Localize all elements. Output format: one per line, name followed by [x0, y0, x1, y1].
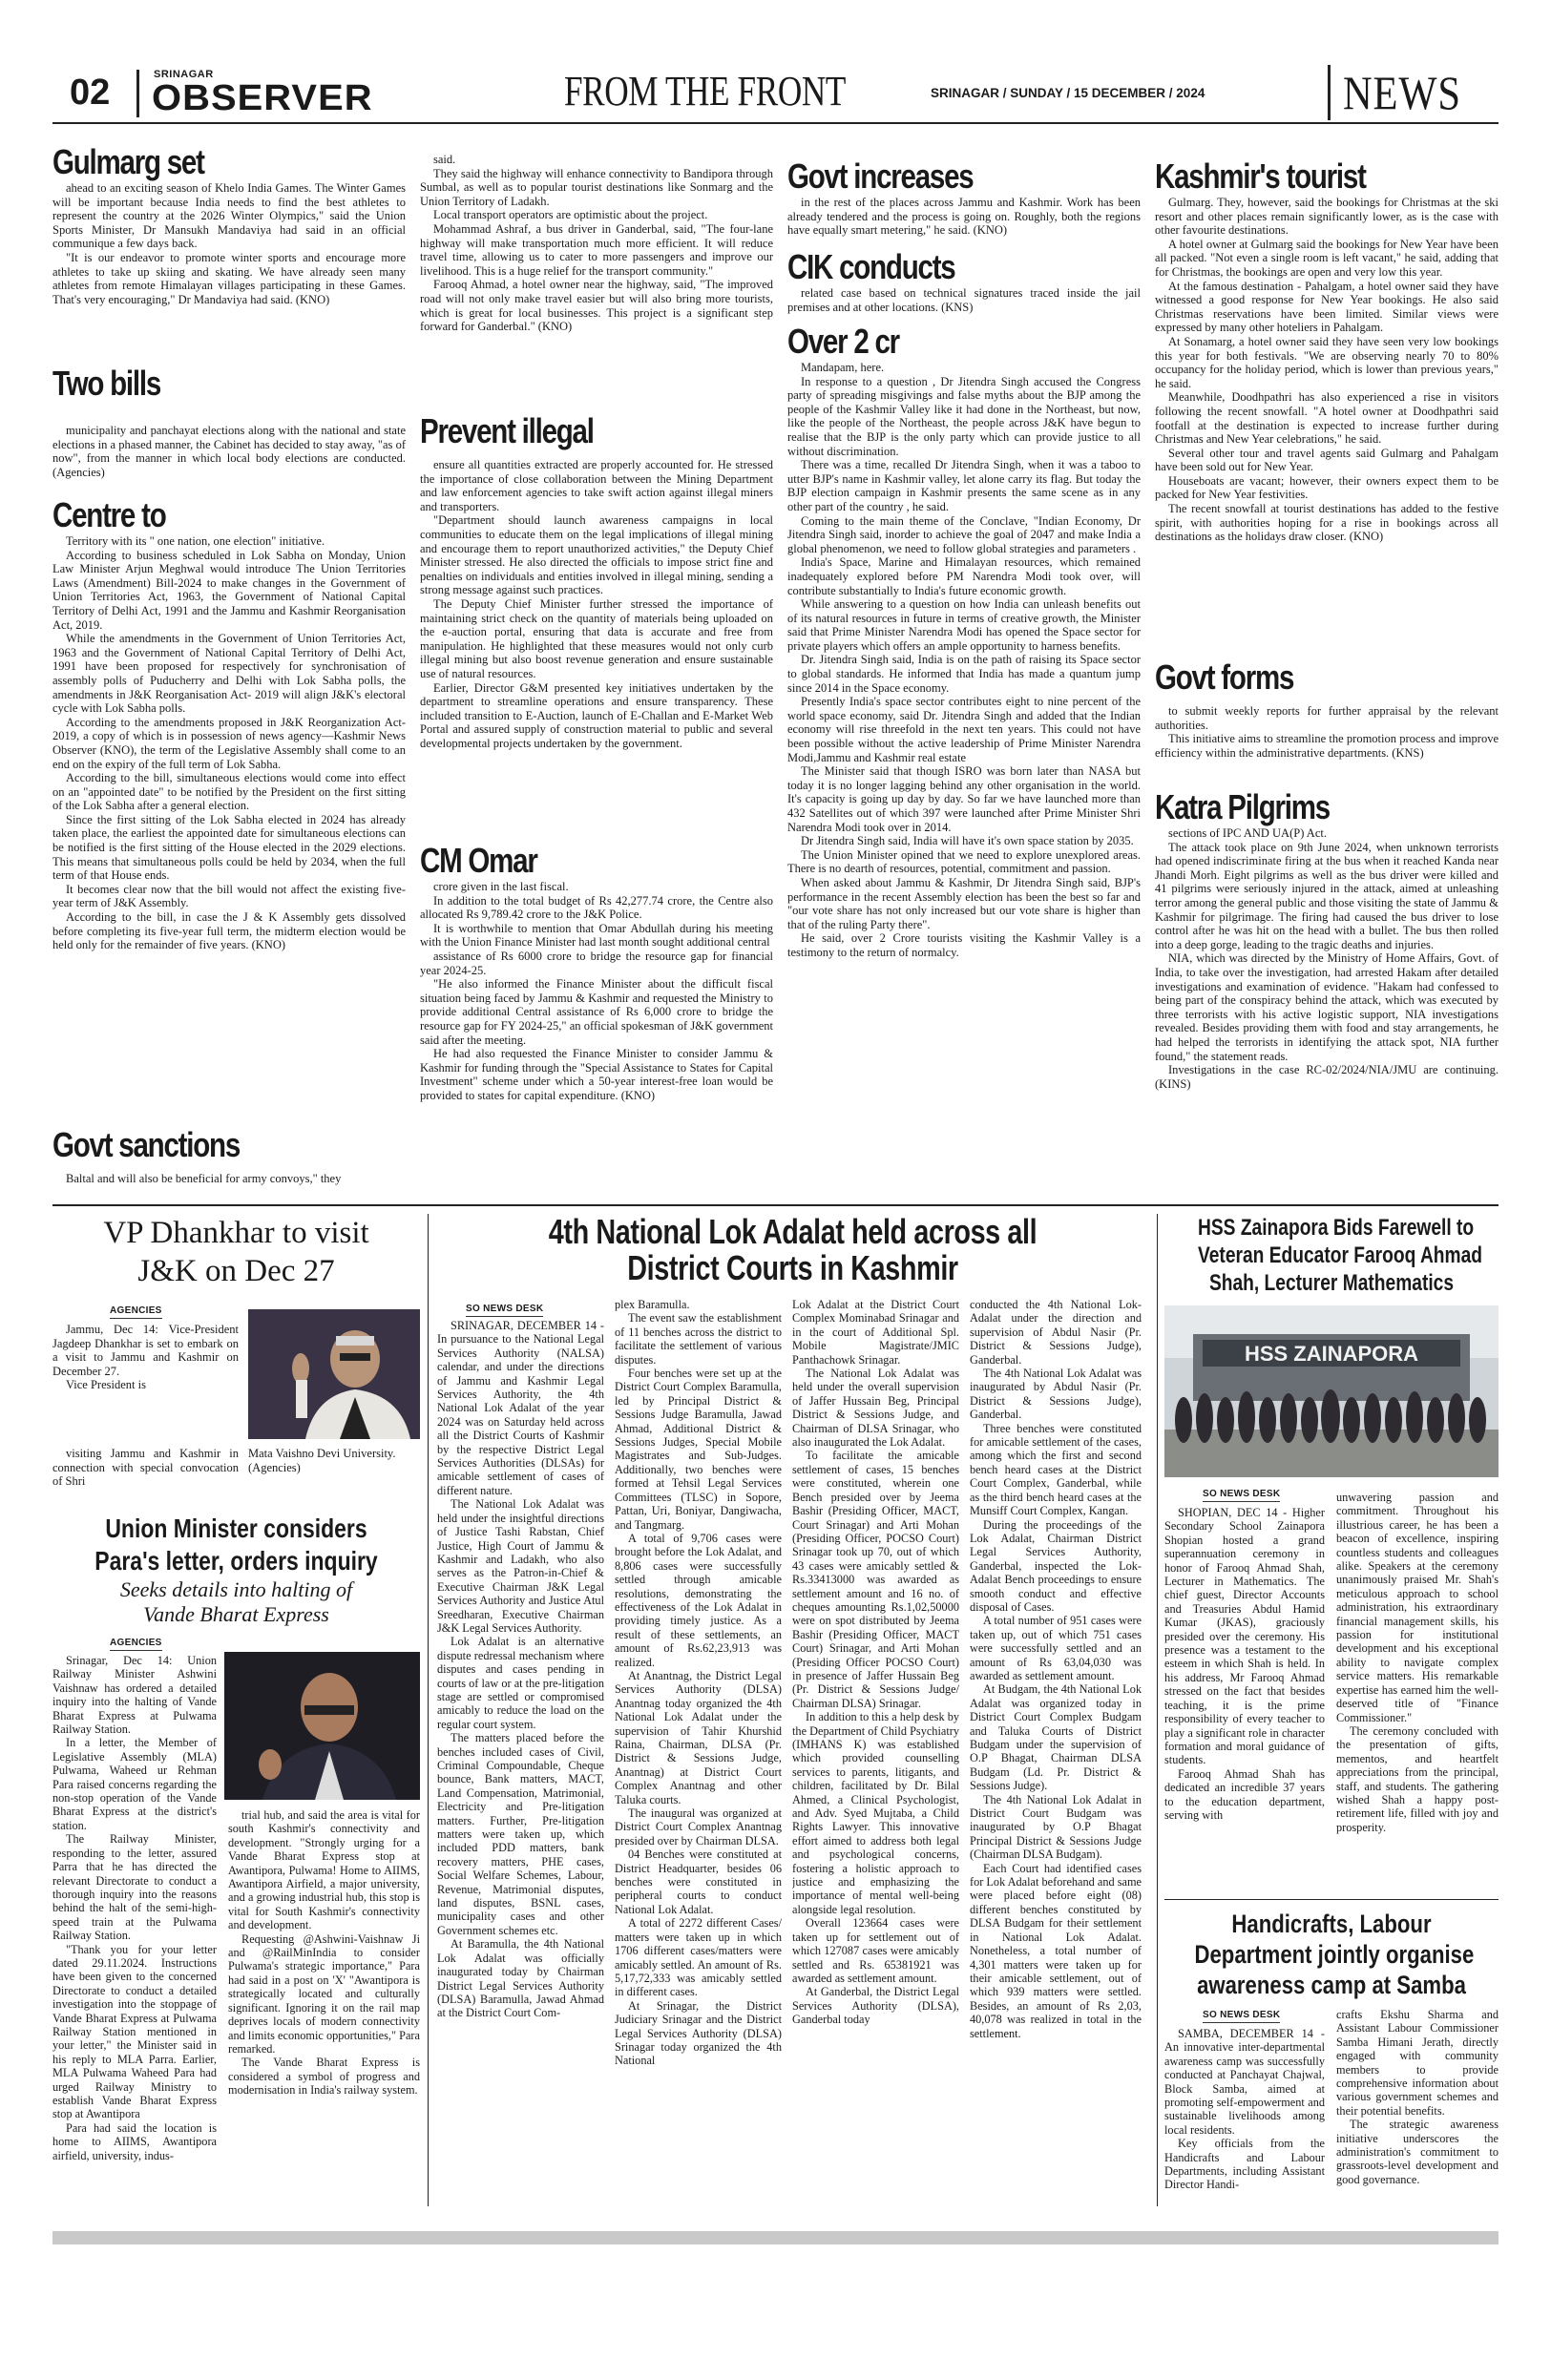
cik-story: CIK conducts related case based on technical signatures traced inside the jail premises and at other locations. (KNS) — [787, 247, 1141, 314]
vp-headline-1: VP Dhankhar to visit — [103, 1216, 369, 1250]
dateline: SRINAGAR / SUNDAY / 15 DECEMBER / 2024 — [931, 86, 1205, 100]
cmomar-story — [420, 842, 773, 1166]
govtsanctions-story — [52, 1126, 406, 1186]
portrait-image — [248, 1309, 420, 1439]
news-tag: NEWS — [1343, 66, 1461, 119]
prevent-body: ensure all quantities extracted are properly accounted for. He stressed the importance of close collaboration between the Mining Department and law enforcement agencies to take swift action against illegal miners and transporters. "Department should launch awareness campaigns in local communities to educate them on the legal implications of illegal mining and encourage them to report unauthorized activities," the Deputy Chief Minister stressed. He also directed the officials to impose strict fine and penalties on individuals and entities involved in illegal mining, sending a strong message against such practices. The Deputy Chief Minister further stressed the importance of maintaining strict check on the quantity of materials being uploaded on the e-auction portal, ensuring that data is accurate and free from manipulation. He highlighted that these measures would not only curb illegal mining but also boost revenue generation and ensure sustainable use of natural resources. Earlier, Director G&M presented key initiatives undertaken by the department to streamline operations and ensure transparency. These included transition to E-Auction, launch of E-Challan and E-Market Web Portal and assured supply of construction material to public and several developmental projects undertaken by the government. — [420, 458, 773, 750]
gulmarg-headline: Gulmarg set — [52, 142, 204, 181]
union-subhead-1: Seeks details into halting of — [119, 1577, 353, 1601]
union-headline-2: Para's letter, orders inquiry — [94, 1546, 378, 1576]
masthead — [52, 65, 1499, 124]
vp-body-bottom: visiting Jammu and Kashmir in connection with special convocation of Shri — [52, 1447, 239, 1489]
centre-story — [52, 496, 406, 1107]
lokadalat-headline-2: District Courts in Kashmir — [627, 1248, 958, 1287]
hss-headline-3: Shah, Lecturer Mathematics — [1208, 1270, 1455, 1296]
lokadalat-col-a: SRINAGAR, DECEMBER 14 - In pursuance to the National Legal Services Authority (NALSA) calendar, and under the directions of Jammu and Kashmir Legal Services Authority, the 4th National Lok Adalat of the year 2024 was on Saturday held across all the District Courts of Kashmir by the respective District Legal Services Authorities (DLSAs) for amicable settlement of cases of different nature. The National Lok Adalat was held under the insightful directions of Justice Tashi Rabstan, Chief Justice, High Court of Jammu & Kashmir and Ladakh, who also serves as the Patron-in-Chief & Executive Chairman J&K Legal Services Authority and Justice Atul Sreedharan, Executive Chairman J&K Legal Services Authority. Lok Adalat is an alternative dispute redressal mechanism where disputes and cases pending in courts of law or at the pre-litigation stage are settled or compromised amicably to reduce the load on the regular court system. The matters placed before the benches included cases of Civil, Criminal Compoundable, Cheque bounce, Bank matters, MACT, Land Compensation, Matrimonial, Electricity and Pre-litigation matters. Further, Pre-litigation matters were taken up, which included PDD matters, bank recovery matters, PHE cases, Social Welfare Schemes, Labour, Revenue, Matrimonial disputes, land disputes, BSNL cases, municipality cases and other Government schemes etc. At Baramulla, the 4th National Lok Adalat was officially inaugurated today by Chairman District Legal Services Authority (DLSA) Baramulla, Jawad Ahmad at the District Court Com- — [437, 1319, 604, 2020]
handicrafts-headline-1: Handicrafts, Labour — [1231, 1910, 1432, 1938]
lokadalat-headline-1: 4th National Lok Adalat held across all — [548, 1212, 1037, 1251]
lokadalat-col-d: conducted the 4th National Lok-Adalat under the direction and supervision of Abdul Nasir (Pr. District & Sessions Judge), Ganderbal. The 4th National Lok Adalat was inaugurated by Abdul Nasir (Pr. District & Sessions Judge), Ganderbal. Three benches were constituted for amicable settlement of the cases, among which the first and second bench heard cases at the District Court Complex, Ganderbal, while as the third bench heard cases at the Munsiff Court Complex, Kangan. During the proceedings of the Lok Adalat, Chairman District Legal Services Authority, Ganderbal, inspected the Lok-Adalat Bench proceedings to ensure smooth conduct and effective disposal of Cases. A total number of 951 cases were taken up, out of which 751 cases were successfully settled and an amount of Rs 63,04,030 was awarded as settlement amount. At Budgam, the 4th National Lok Adalat was organized today in District Court Complex Budgam and Taluka Courts of District Budgam under the supervision of O.P Bhagat, Chairman DLSA Budgam (Ld. Pr. District & Sessions Judge). The 4th National Lok Adalat in District Court Budgam was inaugurated by O.P Bhagat Principal District & Sessions Judge (Chairman DLSA Budgam). Each Court had identified cases for Lok Adalat beforehand and same were placed before eight (08) different benches constituted by DLSA Budgam for their settlement in National Lok Adalat. Nonetheless, a total number of 4,301 matters were taken up for their amicable settlement, out of which 939 matters were settled. Besides, an amount of Rs 2,03, 40,078 was realized in total in the settlement. — [970, 1298, 1142, 2040]
footer-bar — [52, 2231, 1499, 2244]
lokadalat-col-b: plex Baramulla. The event saw the establishment of 11 benches across the district to facilitate the settlement of various disputes. Four benches were set up at the District Court Complex Baramulla, led by Principal District & Sessions Judge Baramulla, Jawad Ahmad, Additional District & Sessions Judges, Special Mobile Magistrates and Sub-Judges. Additionally, two benches were formed at Tehsil Legal Services Committees (TLSC) in Sopore, Pattan, Uri, Boniyar, Dangiwacha, and Tangmarg. A total of 9,706 cases were brought before the Lok Adalat, and 8,806 cases were successfully settled through amicable resolutions, demonstrating the effectiveness of the Lok Adalat in providing timely justice. As a result of these settlements, an amount of Rs.62,23,913 was realized. At Anantnag, the District Legal Services Authority (DLSA) Anantnag today organized the 4th National Lok Adalat under the supervision of Tahir Khurshid Raina, Chairman, DLSA (Pr. District & Sessions Judge, Anantnag) at District Court Complex Anantnag and other Taluka courts. The inaugural was organized at District Court Complex Anantnag presided over by Chairman DLSA. 04 Benches were constituted at District Headquarter, besides 06 benches were constituted in peripheral courts to conduct National Lok Adalat. A total of 2272 different Cases/ matters were taken up in which 1706 different cases/matters were amicably settled. An amount of Rs. 5,17,72,333 was amicably settled in different cases. At Srinagar, the District Judiciary Srinagar and the District Legal Services Authority (DLSA) Srinagar today organized the 4th National — [615, 1298, 782, 2068]
group-photo-image — [1164, 1305, 1499, 1477]
katra-story: Katra Pilgrims sections of IPC AND UA(P) Act. The attack took place on 9th June 2024, when unknown terrorists had opened indiscriminate firing at the bus when it reached Kanda near Jhandi Morh. Eight pilgrims as well as the bus driver were killed and 41 pilgrims were seriously injured in the attack, aimed at unleashing terror among the general public and those visiting the state of Jammu & Kashmir for pilgrimage. The firing had caused the bus driver to lose control after he was hit on the head with a bullet. The bus then rolled into a deep gorge, leading to the tragic deaths and injuries. NIA, which was directed by the Ministry of Home Affairs, Govt. of India, to take over the investigation, had arrested Hakam after detailed investigations and examination of evidence. "Hakam had confessed to being part of the conspiracy behind the attack, which was executed by three terrorists with his active logistic support, NIA investigations revealed. Besides providing them with food and stay arrangements, he had helped the terrorists in identifying the attack spot, NIA further found," the statement reads. Investigations in the case RC-02/2024/NIA/JMU are continuing. (KINS) — [1155, 787, 1499, 1091]
over2cr-story: Over 2 cr Mandapam, here. In response to a question , Dr Jitendra Singh accused the Congress party of spreading misgivings and false myths about the BJP among the people of the Kashmir Valley like it had done in the Northeast, but now, like the people of the Northeast, the people across J&K have begun to realise that the BJP is the only party which can provide justice to all without discrimination. There was a time, recalled Dr Jitendra Singh, when it was a taboo to utter BJP's name in Kashmir valley, let alone carry its flag. But today the BJP election campaign in Kashmir presents the same scene as in any other part of the country , he said. Coming to the main theme of the Conclave, "Indian Economy, Dr Jitendra Singh said, inorder to achieve the goal of 2047 and make India a global phenomenon, we need to follow global strategies and parameters . India's Space, Marine and Himalayan resources, which remained inadequately explored before PM Narendra Modi took over, will contribute substantially to India's future economic growth. While answering to a question on how India can unleash benefits out of its natural resources in future in terms of creative growth, the Minister said that Prime Minister Narendra Modi has opened the Space sector for private players which offers an ample opportunity to harness benefits. Dr. Jitendra Singh said, India is on the path of raising its Space sector to global standards. He informed that India has made a quantum jump since 2014 in the Space economy. Presently India's space sector contributes eight to nine percent of the world space economy, said Dr. Jitendra Singh and added that the Indian economy will rise threefold in the next ten years. This could not have been possible without the active leadership of Prime Minister Narendra Modi,Jammu and Kashmir real estate The Minister said that though ISRO was born later than NASA but today it is no longer lagging behind any other organisation in the world. It's capacity is going up day by day. So far we have launched more than 432 Satellites out of which 397 were launched after Prime Minister Shri Narendra Modi took over in 2014. Dr Jitendra Singh said, India will have it's own space station by 2035. The Union Minister opined that we need to explore unexplored areas. There is no dearth of resources, potential, commitment and passion. When asked about Jammu & Kashmir, Dr Jitendra Singh said, BJP's performance in the recent Assembly election has been the best so far and "our vote share has not only increased but our vote share is higher than that of the ruling Party there". He said, over 2 Crore tourists visiting the Kashmir Valley is a testimony to the return of normalcy. — [787, 322, 1141, 959]
handicrafts-byline: SO NEWS DESK — [1203, 2010, 1280, 2023]
twobills-body: municipality and panchayat elections along with the national and state elections in a phased manner, the Cabinet has decided to stay away, "as of now", from the manner in which local body elections are conducted. (Agencies) — [52, 424, 406, 479]
lokadalat-byline: SO NEWS DESK — [466, 1304, 543, 1317]
vp-caption: Mata Vaishno Devi University. (Agencies) — [248, 1447, 396, 1474]
gulmarg-body: ahead to an exciting season of Khelo India Games. The Winter Games will be important because India needs to find the best athletes to represent the country at the 2026 Winter Olympics," said the Union Sports Minister, Dr Mansukh Mandaviya had said in an official communique a few days back. "It is our endeavor to promote winter sports and encourage more athletes to take up skiing and skating. We have already seen many athletes from remote Himalayan villages participating in these Games. That's very encouraging," Dr Mandaviya had said. (KNO) — [52, 181, 406, 306]
hss-story — [1164, 1214, 1499, 1901]
handicrafts-headline-3: awareness camp at Samba — [1197, 1971, 1466, 1999]
gulmarg-story — [52, 143, 406, 306]
hss-group-photo — [1164, 1305, 1499, 1477]
vp-photo — [248, 1309, 420, 1439]
portrait-image — [224, 1652, 420, 1800]
highway-continued: said. They said the highway will enhance connectivity to Bandipora through Sumbal, as well as to popular tourist destinations like Sonmarg and the Union Territory of Ladakh. Local transport operators are optimistic about the project. Mohammad Ashraf, a bus driver in Ganderbal, said, "The four-lane highway will make transportation much more efficient. It will reduce travel time, allowing us to cater to more passengers and improve our livelihood. This is a huge relief for the transport community." Farooq Ahmad, a hotel owner near the highway, said, "The improved road will not only make travel easier but will also bring more tourists, which is great for local businesses. This project is a significant step forward for Ganderbal." (KNO) — [420, 153, 773, 334]
union-byline: AGENCIES — [110, 1638, 162, 1651]
twobills-story — [52, 365, 406, 479]
prevent-headline: Prevent illegal — [420, 411, 594, 450]
hss-headline-1: HSS Zainapora Bids Farewell to — [1198, 1215, 1475, 1241]
union-body-a: Srinagar, Dec 14: Union Railway Minister Ashwini Vaishnaw has ordered a detailed inquiry into the halting of Vande Bharat Express at Pulwama Railway Station. In a letter, the Member of Legislative Assembly (MLA) Pulwama, Waheed ur Rehman Para raised concerns regarding the non-stop operation of the Vande Bharat Express at the district's station. The Railway Minister, responding to the letter, assured Parra that he has directed the relevant Directorate to conduct a thorough inquiry into the reasons behind the halt of the semi-high-speed train at the Pulwama Railway Station. "Thank you for your letter dated 29.11.2024. Instructions have been given to the concerned Directorate to conduct a detailed investigation into the stoppage of Vande Bharat Express at Pulwama Railway Station mentioned in your letter," the Minister said in his reply to MLA Parra. Earlier, MLA Pulwama Waheed Para had urged Railway Ministry to establish Vande Bharat Express stop at Awantipora Para had said the location is home to AIIMS, Awantipora airfield, university, indus- — [52, 1654, 217, 2162]
kashmirtourist-headline: Kashmir's tourist — [1155, 157, 1366, 196]
govtsanctions-body: Baltal and will also be beneficial for army convoys," they — [66, 1172, 342, 1185]
govtsanctions-headline: Govt sanctions — [52, 1125, 241, 1164]
over2cr-headline: Over 2 cr — [787, 322, 899, 361]
cmomar-body: crore given in the last fiscal. In addition to the total budget of Rs 42,277.74 crore, the Centre also allocated Rs 9,789.42 crore to the J&K Police. It is worthwhile to mention that Omar Abdullah during his meeting with the Union Finance Minister had last month sought additional central assistance of Rs 6000 crore to bridge the resource gap for financial year 2024-25. "He also informed the Finance Minister about the difficult fiscal situation being faced by Jammu & Kashmir and requested the Ministry to provide additional Central assistance of Rs 6,000 crore to bridge the resource gap for FY 2024-25," an official spokesman of J&K government said after the meeting. He had also requested the Finance Minister to consider Jammu & Kashmir for funding through the "Special Assistance to States for Capital Investment" scheme under which a 50-year interest-free loan would be provided to states for capital expenditure. (KNO) — [420, 880, 773, 1102]
union-subhead-2: Vande Bharat Express — [143, 1602, 329, 1626]
cik-headline: CIK conducts — [787, 247, 955, 286]
hss-col-a: SHOPIAN, DEC 14 - Higher Secondary School Zainapora Shopian hosted a grand superannuation ceremony in honor of Farooq Ahmad Shah, Lecturer in Mathematics. The chief guest, Director Accounts and Treasuries Abdul Hamid Kumar (JKAS), graciously presided over the ceremony. His presence was a testament to the esteem in which Shah is held. In his address, Mr Farooq Ahmad stressed on the fact that besides teaching, it is the prime responsibility of every teacher to play a significant role in character formation and moral guidance of students. Farooq Ahmad Shah has dedicated an incredible 37 years to the education department, serving with — [1164, 1506, 1325, 1822]
section-title: FROM THE FRONT — [564, 68, 846, 115]
govtinc-story: Govt increases in the rest of the places across Jammu and Kashmir. Work has been already tendered and the process is going on. Roughly, both the regions have equally smart metering," he said. (KNO) — [787, 157, 1141, 238]
kashmirtourist-story: Kashmir's tourist Gulmarg. They, however, said the bookings for Christmas at the ski resort and other places remain significantly lower, as is the case with other favourite destinations. A hotel owner at Gulmarg said the bookings for New Year have been all packed. "Not even a single room is left vacant," he said, adding that for Christmas, the bookings are open and very low this year. At the famous destination - Pahalgam, a hotel owner said they have witnessed a good response for New Year bookings. He also said Christmas reservations have been limited. Similar views were expressed by many other hoteliers in Pahalgam. At Sonamarg, a hotel owner said they have seen very low bookings this year for both festivals. "We are observing nearly 70 to 80% occupancy for the holiday period, which is lower than previous years," he said. Meanwhile, Doodhpathri has also experienced a rise in visitors following the recent snowfall. "A hotel owner at Doodhpathri said footfall at the destination is expected to increase further during Christmas and New Year celebrations," he said. Several other tour and travel agents said Gulmarg and Pahalgam have been sold out for New Year. Houseboats are vacant; however, their owners expect them to be packed for New Year festivities. The recent snowfall at tourist destinations has added to the festive spirit, with authorities hoping for a rise in bookings across all destinations as the holidays draw closer. (KNO) — [1155, 157, 1499, 544]
vp-body-top: Jammu, Dec 14: Vice-President Jagdeep Dhankhar is set to embark on a visit to Jammu and Kashmir on December 27. Vice President is — [52, 1323, 239, 1392]
cmomar-headline: CM Omar — [420, 841, 537, 880]
hss-byline: SO NEWS DESK — [1203, 1489, 1280, 1502]
lokadalat-story — [437, 1214, 1148, 2206]
vp-headline-2: J&K on Dec 27 — [137, 1254, 335, 1288]
katra-headline: Katra Pilgrims — [1155, 787, 1330, 826]
govtforms-story: Govt forms to submit weekly reports for further appraisal by the relevant authorities. This initiative aims to streamline the promotion process and improve efficiency within the administrative departments. (KNS) — [1155, 658, 1499, 760]
govtinc-headline: Govt increases — [787, 157, 974, 196]
twobills-headline: Two bills — [52, 364, 161, 403]
vp-story — [52, 1214, 420, 1500]
handicrafts-col-b: crafts Ekshu Sharma and Assistant Labour Commissioner Samba Himani Jerath, directly engaged with community members to provide comprehensive information about various government schemes and their potential benefits. The strategic awareness initiative underscores the administration's commitment to grassroots-level development and good governance. — [1336, 2008, 1499, 2186]
handicrafts-story — [1164, 1909, 1499, 2206]
handicrafts-col-a: SAMBA, DECEMBER 14 - An innovative inter-departmental awareness camp was successfully conducted at Panchayat Chajwal, Block Samba, aimed at promoting self-empowerment and sustainable livelihoods among local residents. Key officials from the Handicrafts and Labour Departments, including Assistant Director Handi- — [1164, 2027, 1325, 2192]
union-headline-1: Union Minister considers — [105, 1514, 367, 1543]
school-sign-text: HSS ZAINAPORA — [1244, 1342, 1419, 1366]
vp-byline: AGENCIES — [110, 1305, 162, 1319]
union-story — [52, 1513, 420, 2209]
paper-small-name: SRINAGAR — [154, 69, 214, 80]
prevent-story — [420, 412, 773, 849]
union-body-b: trial hub, and said the area is vital for south Kashmir's connectivity and development. "Strongly urging for a Vande Bharat Express stop at Awantipora, Pulwama! Home to AIIMS, Awantipora Airfield, a major university, and a growing industrial hub, this stop is vital for South Kashmir's connectivity and development. Requesting @Ashwini-Vaishnaw Ji and @RailMinIndia to consider Pulwama's strategic importance," Para had said in a post on 'X' "Awantipora is strategically located and culturally significant. Ignoring it on the rail map deprives locals of modern connectivity and limits economic opportunities," Para remarked. The Vande Bharat Express is considered a symbol of progress and modernisation in India's railway system. — [228, 1808, 420, 2098]
page-number: 02 — [70, 73, 111, 113]
handicrafts-headline-2: Department jointly organise — [1194, 1940, 1475, 1969]
lokadalat-col-c: Lok Adalat at the District Court Complex Mominabad Srinagar and in the court of Additional Spl. Mobile Magistrate/JMIC Panthachowk Srinagar. The National Lok Adalat was held under the overall supervision of Jaffer Hussain Beg, Principal District & Sessions Judge, and Chairman of DLSA Srinagar, who also inaugurated the Lok Adalat. To facilitate the amicable settlement of cases, 15 benches were constituted, wherein one Bench presided over by Jeema Bashir (Presiding Officer, MACT, Court Srinagar) and Arti Mohan (Presiding Officer, POCSO Court) Srinagar took up 70, out of which 43 cases were amicably settled & Rs.33413000 was awarded as settlement amount and 16 no. of cheques amounting Rs.1,02,50000 were on spot distributed by Jeema Bashir (Presiding Officer, MACT Court) Srinagar, and Arti Mohan (Presiding Officer POCSO Court) in presence of Jaffer Hussain Beg (Pr. District & Sessions Judge/ Chairman DLSA) Srinagar. In addition to this a help desk by the Department of Child Psychiatry (IMHANS K) was established which provided counselling services to parents, litigants, and children, facilitated by Dr. Bilal Ahmed, a Clinical Psychologist, and Adv. Syed Mujtaba, a Child Rights Lawyer. This innovative effort aimed to address both legal and psychological concerns, fostering a holistic approach to justice and emphasizing the importance of mental well-being alongside legal resolution. Overall 123664 cases were taken up for settlement out of which 127087 cases were amicably settled and Rs. 65381921 was awarded as settlement amount. At Ganderbal, the District Legal Services Authority (DLSA), Ganderbal today — [792, 1298, 959, 2027]
hss-headline-2: Veteran Educator Farooq Ahmad — [1198, 1242, 1483, 1268]
paper-name-logo: OBSERVER — [152, 78, 373, 118]
hss-col-b: unwavering passion and commitment. Throughout his illustrious career, he has been a beacon of excellence, inspiring countless students and colleagues alike. Speakers at the ceremony unanimously praised Mr. Shah's meticulous approach to school administration, his extraordinary financial management skills, his passion for institutional development and his exceptional ability to navigate complex service matters. His remarkable expertise has earned him the well-deserved title of "Finance Commissioner." The ceremony concluded with the presentation of gifts, mementos, and heartfelt appreciations from the principal, staff, and students. The gathering wished Shah a happy post-retirement life, filled with joy and prosperity. — [1336, 1491, 1499, 1834]
vaishnaw-photo — [224, 1652, 420, 1800]
centre-headline: Centre to — [52, 495, 166, 534]
govtforms-headline: Govt forms — [1155, 658, 1294, 697]
centre-body: Territory with its " one nation, one election" initiative. According to business scheduled in Lok Sabha on Monday, Union Law Minister Arjun Meghwal would introduce The Union Territories Laws (Amendment) Bill-2024 to make changes in the Government of Union Territories Act, 1963, the Government of National Capital Territory of Delhi Act, 1991 and the Jammu and Kashmir Reorganisation Act, 2019. While the amendments in the Government of Union Territories Act, 1963 and the Government of National Capital Territory of Delhi Act, 1991 have been proposed for respectively for synchronisation of assembly polls of Puducherry and Delhi with Lok Sabha polls, the amendments in J&K Reorganisation Act- 2019 will align J&K's electoral cycle with Lok Sabha polls. According to the amendments proposed in J&K Reorganization Act-2019, a copy of which is in possession of news agency—Kashmir News Observer (KNO), the term of the Legislative Assembly shall come to an end on the expiry of the full term of Lok Sabha. According to the bill, simultaneous elections would come into effect on an "appointed date" to be notified by the President on the first sitting of the Lok Sabha after a general election. Since the first sitting of the Lok Sabha elected in 2024 has already taken place, the earliest the appointed date for simultaneous elections can be notified is the first sitting of the House elected in the 2029 elections. This means that simultaneous polls could be held by 2034, when the full term of that House ends. It becomes clear now that the bill would not affect the existing five-year term of J&K Assembly. According to the bill, in case the J & K Assembly gets dissolved before completing its five-year full term, the midterm election would be held only for the remainder of five years. (KNO) — [52, 534, 406, 952]
